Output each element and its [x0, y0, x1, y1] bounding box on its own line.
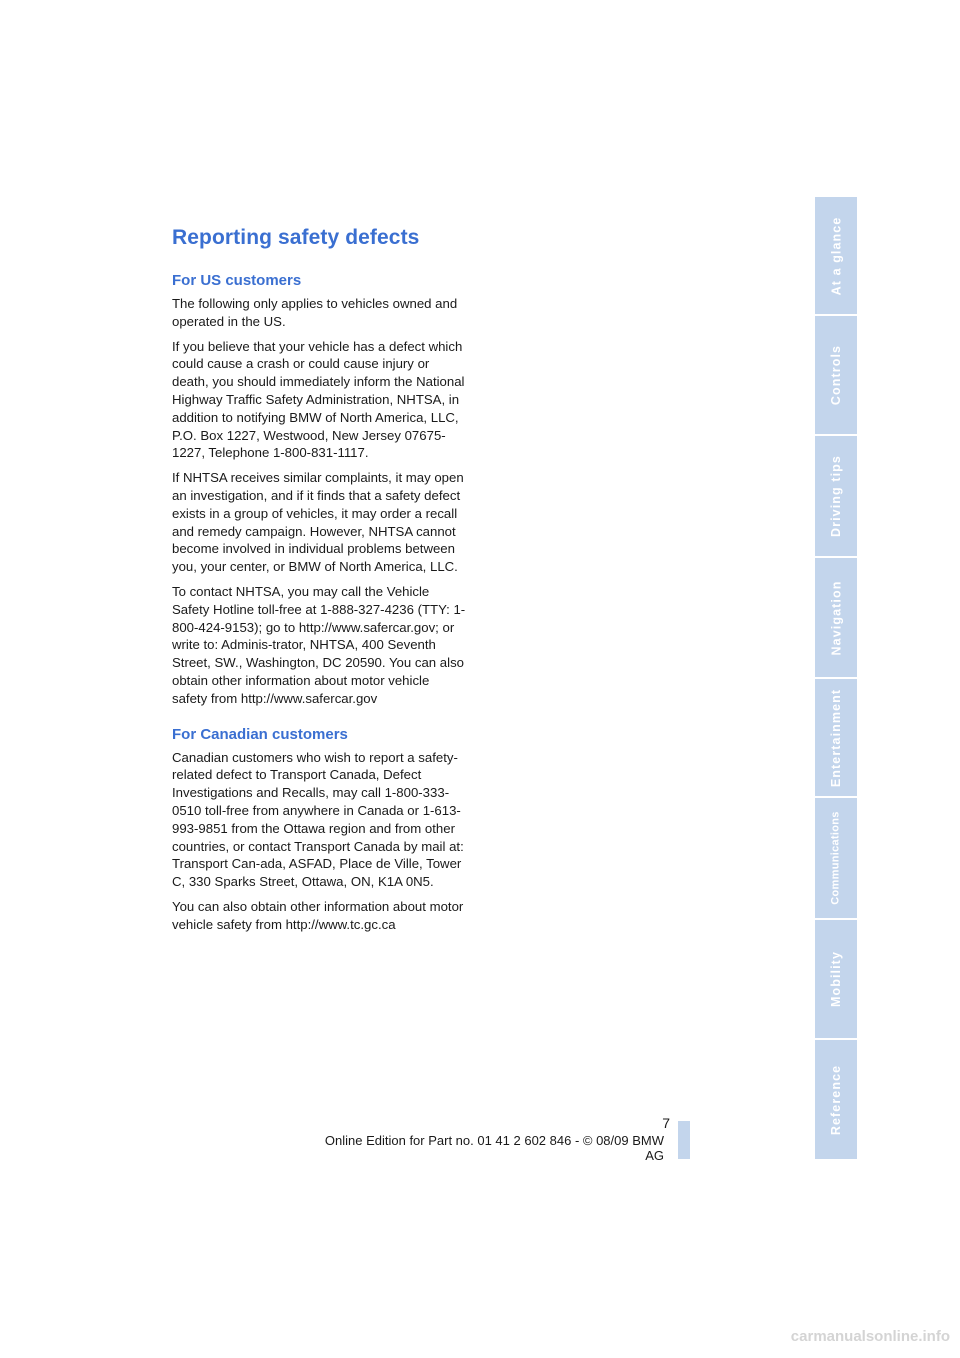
canada-paragraph: Canadian customers who wish to report a safety-related defect to Transport Canada, Defect Investigations and Recalls, may call 1-800-333-0510 toll-free from anywhere in Canada or 1-613-993-9851 from the Ottawa region and from other countries, or contact Transport Canada by mail at: Transport Can-ada, ASFAD, Place de Ville, Tower C, 330 Sparks Street, Ottawa, ON, K1A 0N5. — [172, 749, 464, 890]
tab-entertainment[interactable] — [815, 679, 857, 798]
tab-label: Reference — [829, 1064, 844, 1135]
tab-driving-tips[interactable] — [815, 436, 857, 558]
tab-label: Entertainment — [829, 688, 843, 787]
tab-label: Controls — [829, 344, 843, 406]
tab-at-a-glance[interactable] — [815, 197, 857, 316]
main-content — [172, 226, 467, 941]
chapter-sidebar — [815, 197, 857, 1159]
tab-label: Mobility — [829, 950, 843, 1008]
tab-reference[interactable] — [815, 1040, 857, 1159]
us-heading: For US customers — [172, 272, 302, 289]
canada-heading: For Canadian customers — [172, 725, 348, 743]
page-marker — [678, 1121, 690, 1159]
page-number: 7 — [662, 1115, 670, 1131]
tab-communications[interactable] — [815, 798, 857, 920]
tab-label: Navigation — [829, 580, 843, 655]
watermark: carmanualsonline.info — [790, 1328, 950, 1345]
us-paragraph: If NHTSA receives similar complaints, it may open an investigation, and if it finds that a safety defect exists in a group of vehicles, it may order a recall and remedy campaign. However, NHTSA cannot become involved in individual problems between you, your center, or BMW of North America, LLC. — [172, 470, 464, 575]
page-title: Reporting safety defects — [172, 226, 420, 249]
us-paragraph: If you believe that your vehicle has a defect which could cause a crash or could cause injury or death, you should immediately inform the National Highway Traffic Safety Administration, NHTSA, in addition to notifying BMW of North America, LLC, P.O. Box 1227, Westwood, New Jersey 07675-1227, Telephone 1-800-831-1117. — [172, 338, 465, 461]
us-paragraph: The following only applies to vehicles owned and operated in the US. — [172, 296, 458, 329]
tab-label: Communications — [830, 811, 842, 905]
tab-mobility[interactable] — [815, 920, 857, 1040]
canada-paragraph: You can also obtain other information about motor vehicle safety from http://www.tc.gc.ca — [172, 898, 464, 932]
tab-navigation[interactable] — [815, 558, 857, 679]
tab-label: At a glance — [829, 216, 844, 295]
tab-controls[interactable] — [815, 316, 857, 436]
footer-edition: Online Edition for Part no. 01 41 2 602 846 - © 08/09 BMW AG — [324, 1133, 664, 1163]
tab-label: Driving tips — [829, 455, 843, 537]
us-paragraph: To contact NHTSA, you may call the Vehicle Safety Hotline toll-free at 1-888-327-4236 (TTY: 1-800-424-9153); go to http://www.safercar.gov; or write to: Adminis-trator, NHTSA, 400 Seventh Street, SW., Washington, DC 20590. You can also obtain other information about motor vehicle safety from http://www.safercar.gov — [172, 583, 466, 706]
